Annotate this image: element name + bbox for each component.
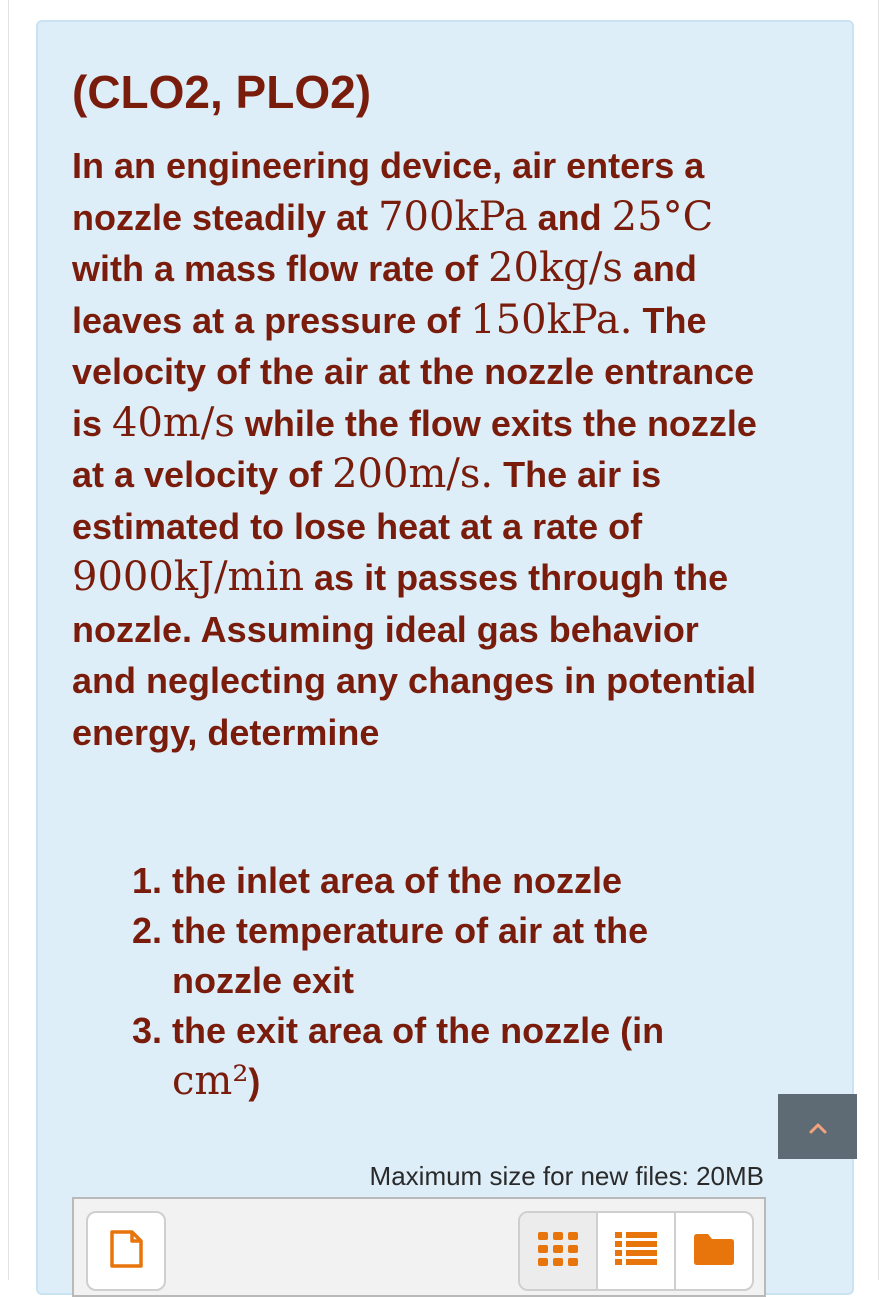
list-icon bbox=[615, 1232, 657, 1271]
question-text-part: The velocity of the air at the nozzle entrance is bbox=[72, 299, 755, 444]
list-item-text: the inlet area of the nozzle bbox=[172, 860, 623, 901]
icon-view-button[interactable] bbox=[520, 1213, 598, 1289]
math-exit-pressure: 150kPa. bbox=[470, 296, 633, 343]
list-item-text: ) bbox=[248, 1061, 261, 1102]
max-file-size-label: Maximum size for new files: 20MB bbox=[369, 1161, 764, 1191]
add-file-icon bbox=[108, 1229, 144, 1274]
question-text-part: and leaves at a pressure of bbox=[72, 248, 697, 341]
add-file-button[interactable] bbox=[86, 1211, 166, 1291]
list-item bbox=[172, 856, 762, 906]
math-inlet-pressure: 700kPa bbox=[378, 193, 528, 240]
math-mass-flow-rate: 20kg/s bbox=[488, 245, 623, 291]
list-view-button[interactable] bbox=[598, 1213, 676, 1289]
question-parts-list bbox=[72, 856, 762, 1107]
question-text-part: In an engineering device, air enters a nozzle steadily at bbox=[72, 145, 705, 238]
math-exit-velocity: 200m/s. bbox=[332, 451, 494, 497]
list-item bbox=[172, 906, 762, 1006]
folder-icon bbox=[694, 1233, 734, 1270]
view-mode-toggle bbox=[518, 1211, 754, 1291]
grid-icon bbox=[538, 1232, 578, 1271]
chevron-up-icon bbox=[808, 1111, 828, 1142]
list-item bbox=[172, 1006, 762, 1107]
tree-view-button[interactable] bbox=[676, 1213, 752, 1289]
question-text-part: and bbox=[527, 196, 612, 238]
file-manager bbox=[72, 1197, 766, 1297]
question-text-part: The air is estimated to lose heat at a rate of bbox=[72, 454, 662, 547]
list-item-text: the exit area of the nozzle (in bbox=[172, 1010, 665, 1051]
question-title: (CLO2, PLO2) bbox=[72, 66, 372, 118]
question-text-part: as it passes through the nozzle. Assuming ideal gas behavior and neglecting any changes in potential energy, determine bbox=[72, 557, 757, 753]
scroll-to-top-button[interactable] bbox=[778, 1094, 857, 1159]
math-inlet-temperature: 25°C bbox=[611, 193, 714, 240]
math-heat-loss-rate: 9000kJ/min bbox=[72, 554, 305, 600]
math-area-unit: cm² bbox=[172, 1058, 249, 1104]
question-text bbox=[72, 140, 762, 758]
math-inlet-velocity: 40m/s bbox=[112, 399, 235, 446]
list-item-text: the temperature of air at the nozzle exit bbox=[172, 910, 649, 1001]
question-text-part: with a mass flow rate of bbox=[72, 248, 489, 289]
question-text-part: while the flow exits the nozzle at a velocity of bbox=[72, 402, 757, 495]
